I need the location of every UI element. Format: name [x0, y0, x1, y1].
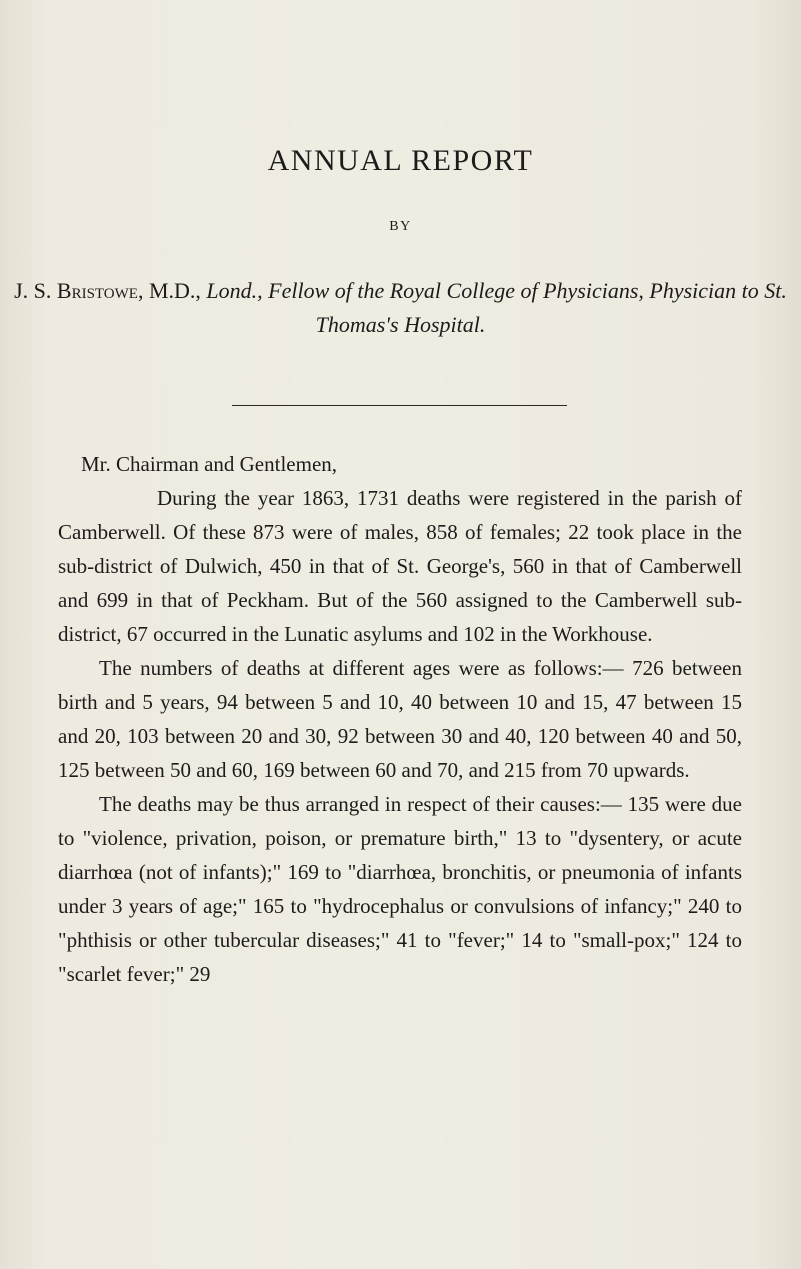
salutation: Mr. Chairman and Gentlemen,	[81, 452, 338, 476]
report-body	[58, 447, 742, 991]
author-line	[0, 274, 801, 342]
page-title: ANNUAL REPORT	[267, 144, 534, 177]
paragraph-deaths-by-age: The numbers of deaths at different ages were as follows:— 726 between birth and 5 years, 94 between 5 and 10, 40 between 10 and 15, 47 between 15 and 20, 103 between 20 and 30, 92 between 30 and 40, 120 between 40 and 50, 125 between 50 and 60, 169 between 60 and 70, and 215 from 70 upwards.	[58, 656, 742, 782]
author-affiliation: Lond., Fellow of the Royal College of Physicians, Physician to St. Thomas's Hospital.	[206, 278, 787, 337]
divider-rule	[232, 405, 567, 406]
author-initials: J. S.	[14, 278, 57, 303]
byline-label: BY	[389, 219, 412, 234]
author-surname: Bristowe	[56, 278, 138, 303]
author-degree: , M.D.,	[137, 278, 207, 303]
paragraph-deaths-registered: During the year 1863, 1731 deaths were registered in the parish of Camberwell. Of these 873 were of males, 858 of females; 22 took place in the sub-district of Dulwich, 450 in that of St. George's, 560 in that of Camberwell and 699 in that of Peckham. But of the 560 assigned to the Camberwell sub-district, 67 occurred in the Lunatic asylums and 102 in the Workhouse.	[58, 486, 742, 646]
paragraph-deaths-by-cause: The deaths may be thus arranged in respect of their causes:— 135 were due to "violence, privation, poison, or premature birth," 13 to "dysentery, or acute diarrhœa (not of infants);" 169 to "diarrhœa, bronchitis, or pneumonia of infants under 3 years of age;" 165 to "hydrocephalus or convulsions of infancy;" 240 to "phthisis or other tubercular diseases;" 41 to "fever;" 14 to "small-pox;" 124 to "scarlet fever;" 29	[58, 792, 742, 986]
